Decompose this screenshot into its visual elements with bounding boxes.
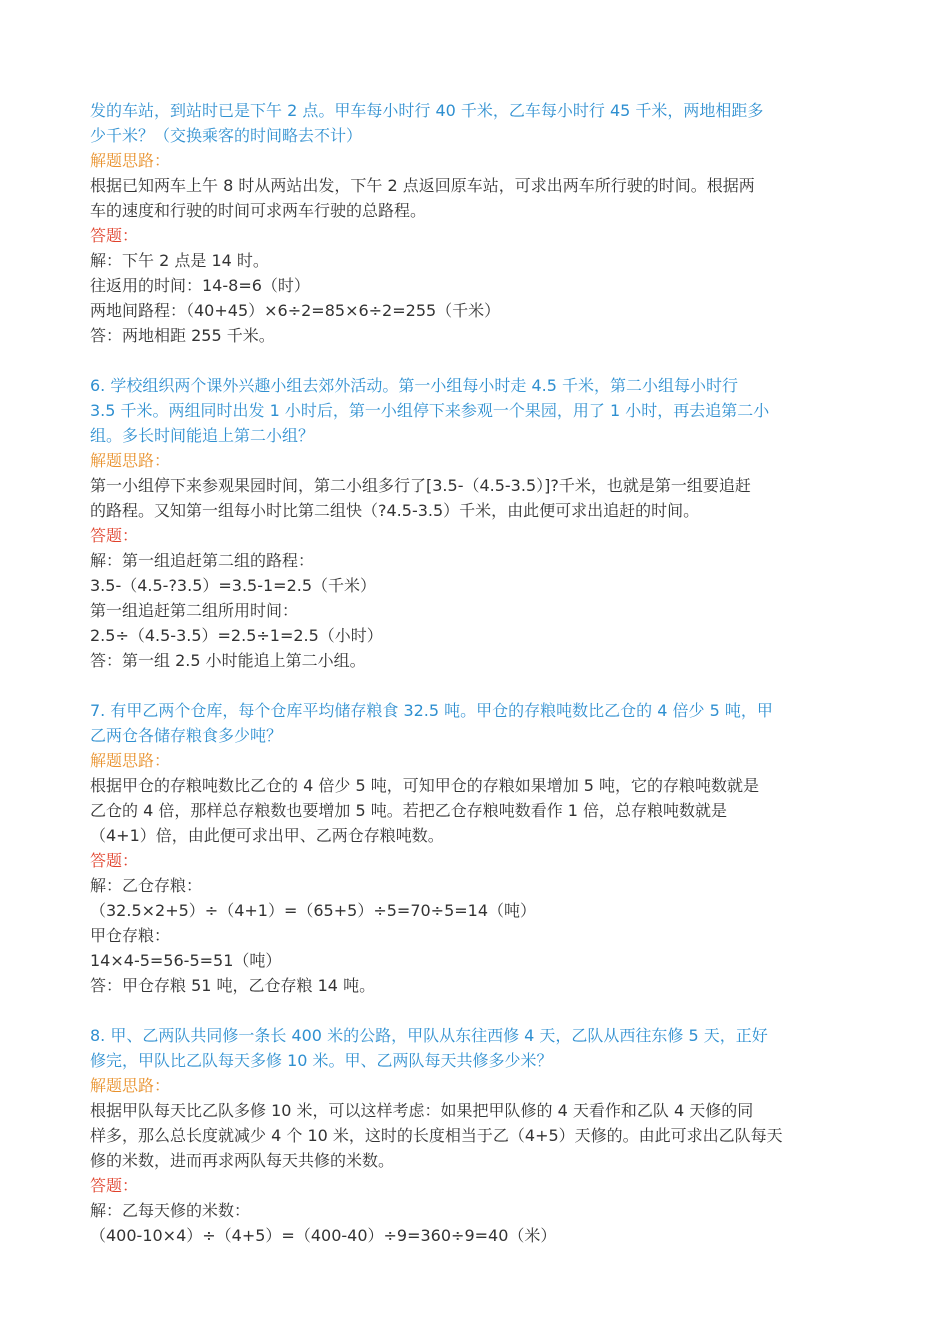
hint-line: 根据甲仓的存粮吨数比乙仓的 4 倍少 5 吨，可知甲仓的存粮如果增加 5 吨，它的存粮吨数就是 <box>90 776 760 795</box>
problem-7 <box>90 698 865 998</box>
answer-label: 答题： <box>90 851 139 870</box>
answer-line: 解：乙每天修的米数： <box>90 1201 251 1220</box>
answer-line: 3.5-（4.5-?3.5）=3.5-1=2.5（千米） <box>90 576 377 595</box>
problem-6 <box>90 373 865 673</box>
answer-line: 两地间路程：（40+45）×6÷2=85×6÷2=255（千米） <box>90 301 501 320</box>
answer-line: 14×4-5=56-5=51（吨） <box>90 951 282 970</box>
answer-line: （32.5×2+5）÷（4+1）=（65+5）÷5=70÷5=14（吨） <box>90 901 537 920</box>
hint-label: 解题思路： <box>90 151 171 170</box>
problem-5 <box>90 98 865 348</box>
answer-line: 答：甲仓存粮 51 吨，乙仓存粮 14 吨。 <box>90 976 376 995</box>
answer-line: 解：第一组追赶第二组的路程： <box>90 551 315 570</box>
hint-line: 修的米数，进而再求两队每天共修的米数。 <box>90 1151 395 1170</box>
hint-line: 根据甲队每天比乙队多修 10 米，可以这样考虑：如果把甲队修的 4 天看作和乙队 4 天修的同 <box>90 1101 754 1120</box>
answer-label: 答题： <box>90 526 139 545</box>
problem-8 <box>90 1023 865 1248</box>
answer-line: 答：两地相距 255 千米。 <box>90 326 275 345</box>
answer-label: 答题： <box>90 226 139 245</box>
question-line: 发的车站，到站时已是下午 2 点。甲车每小时行 40 千米，乙车每小时行 45 千米，两地相距多 <box>90 101 764 120</box>
answer-label: 答题： <box>90 1176 139 1195</box>
answer-line: （400-10×4）÷（4+5）=（400-40）÷9=360÷9=40（米） <box>90 1226 557 1245</box>
answer-line: 2.5÷（4.5-3.5）=2.5÷1=2.5（小时） <box>90 626 383 645</box>
hint-line: 的路程。又知第一组每小时比第二组快（?4.5-3.5）千米，由此便可求出追赶的时间。 <box>90 501 700 520</box>
paragraph-gap <box>90 348 865 373</box>
hint-label: 解题思路： <box>90 1076 171 1095</box>
question-line: 修完，甲队比乙队每天多修 10 米。甲、乙两队每天共修多少米？ <box>90 1051 553 1070</box>
answer-line: 解：乙仓存粮： <box>90 876 203 895</box>
document-page <box>90 98 865 1248</box>
hint-label: 解题思路： <box>90 451 171 470</box>
answer-line: 解：下午 2 点是 14 时。 <box>90 251 269 270</box>
hint-line: 车的速度和行驶的时间可求两车行驶的总路程。 <box>90 201 427 220</box>
answer-line: 答：第一组 2.5 小时能追上第二小组。 <box>90 651 366 670</box>
question-line: 3.5 千米。两组同时出发 1 小时后，第一小组停下来参观一个果园，用了 1 小时，再去追第二小 <box>90 401 770 420</box>
paragraph-gap <box>90 998 865 1023</box>
hint-line: 根据已知两车上午 8 时从两站出发，下午 2 点返回原车站，可求出两车所行驶的时间。根据两 <box>90 176 755 195</box>
answer-line: 第一组追赶第二组所用时间： <box>90 601 299 620</box>
question-line: 组。多长时间能追上第二小组？ <box>90 426 315 445</box>
hint-line: 第一小组停下来参观果园时间，第二小组多行了[3.5-（4.5-3.5）]?千米，也就是第一组要追赶 <box>90 476 751 495</box>
hint-label: 解题思路： <box>90 751 171 770</box>
question-line: 少千米？（交换乘客的时间略去不计） <box>90 126 363 145</box>
hint-line: 样多，那么总长度就减少 4 个 10 米，这时的长度相当于乙（4+5）天修的。由此可求出乙队每天 <box>90 1126 783 1145</box>
hint-line: 乙仓的 4 倍，那样总存粮数也要增加 5 吨。若把乙仓存粮吨数看作 1 倍，总存粮吨数就是 <box>90 801 728 820</box>
paragraph-gap <box>90 673 865 698</box>
question-line: 8. 甲、乙两队共同修一条长 400 米的公路，甲队从东往西修 4 天，乙队从西往东修 5 天，正好 <box>90 1026 768 1045</box>
question-line: 7. 有甲乙两个仓库，每个仓库平均储存粮食 32.5 吨。甲仓的存粮吨数比乙仓的 4 倍少 5 吨，甲 <box>90 701 773 720</box>
question-line: 乙两仓各储存粮食多少吨？ <box>90 726 283 745</box>
answer-line: 往返用的时间：14-8=6（时） <box>90 276 310 295</box>
question-line: 6. 学校组织两个课外兴趣小组去郊外活动。第一小组每小时走 4.5 千米，第二小组每小时行 <box>90 376 738 395</box>
answer-line: 甲仓存粮： <box>90 926 171 945</box>
hint-line: （4+1）倍，由此便可求出甲、乙两仓存粮吨数。 <box>90 826 444 845</box>
